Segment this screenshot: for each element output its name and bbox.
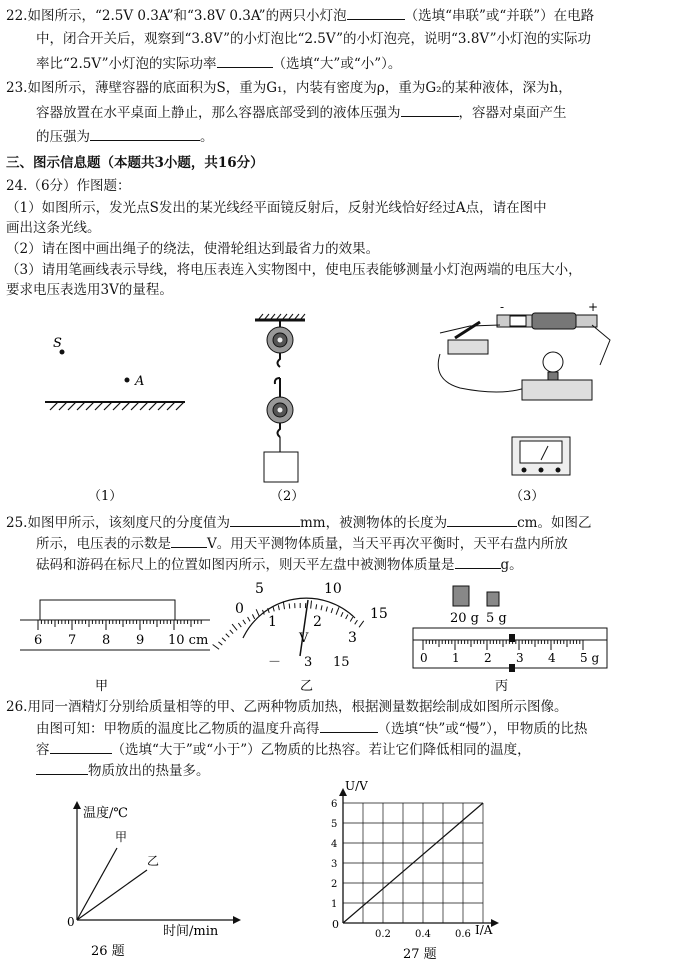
meter-tick (226, 634, 230, 638)
terminal-neg: － (268, 655, 282, 670)
line-jia (77, 848, 117, 920)
mirror-hatch (140, 402, 148, 410)
chart27-xlabel: I/A (475, 923, 493, 937)
fig-label-2: （2） (270, 489, 305, 504)
line-yi (77, 870, 147, 920)
graph26-xlabel: 时间/min (163, 924, 219, 939)
q24-figures (0, 300, 679, 510)
meter-tick (326, 607, 327, 612)
meter-tick (222, 638, 226, 641)
meter-tick (243, 620, 246, 624)
meter-pointer (300, 600, 308, 656)
chart27-caption: 27 题 (403, 947, 437, 962)
meter-tick (311, 601, 312, 609)
ruler-tick-9: 9 (136, 633, 145, 648)
meter-tick (248, 617, 250, 621)
fig-label-3: （3） (510, 489, 545, 504)
svg-text:-: - (500, 300, 505, 314)
chart27-ylabel: U/V (345, 779, 368, 793)
ruler-figure (20, 600, 210, 650)
meter-tick (283, 601, 284, 609)
caption-jia: 甲 (95, 679, 109, 693)
meter-bottom-2: 2 (313, 614, 322, 630)
y-tick-label: 2 (331, 879, 338, 890)
q26-line2: 由图可知：甲物质的温度比乙物质的温度升高得 （选填“快”或“慢”），甲物质的比热 (36, 718, 679, 739)
pulley-figure (255, 314, 305, 482)
meter-tick (213, 645, 219, 650)
q22-blank-2[interactable] (217, 53, 273, 68)
q25-line1: 25.如图甲所示，该刻度尺的分度值为 mm，被测物体的长度为 cm。如图乙 (6, 512, 679, 533)
caption-yi: 乙 (300, 679, 314, 693)
mirror-hatch (59, 402, 67, 410)
terminal-15: 15 (333, 655, 350, 670)
q25-blank-2[interactable] (447, 512, 517, 527)
q25-blank-3[interactable] (171, 533, 207, 548)
mirror-hatch (86, 402, 94, 410)
q26-blank-2[interactable] (50, 739, 112, 754)
q22-line2: 中，闭合开关后，观察到“3.8V”的小灯泡比“2.5V”的小灯泡亮，说明“3.8V”小灯泡的实际功 (36, 31, 592, 47)
meter-tick (341, 612, 343, 617)
q23-line3: 的压强为 。 (36, 126, 679, 147)
ruler-tick-8: 8 (102, 633, 111, 648)
q24-s3a: （3）请用笔画线表示导线，将电压表连入实物图中，使电压表能够测量小灯泡两端的电压大小， (6, 262, 582, 278)
mirror-hatch (95, 402, 103, 410)
meter-tick (321, 605, 322, 610)
x-tick-label: 0.4 (415, 929, 431, 940)
scale-5g: 5 g (580, 651, 600, 665)
ruler-tick-6: 6 (34, 633, 43, 648)
meter-bottom-0: 0 (235, 601, 244, 617)
x-tick-label: 0.2 (375, 929, 391, 940)
meter-tick (316, 604, 317, 609)
q25-figures (0, 578, 679, 693)
q25-line3: 砝码和游码在标尺上的位置如图丙所示，则天平左盘中被测物体质量是 g。 (36, 554, 679, 575)
scale-1: 1 (452, 651, 460, 665)
y-tick-label: 3 (331, 859, 338, 870)
fig-label-1: （1） (88, 489, 123, 504)
y-tick-label: 5 (331, 819, 338, 830)
q25-blank-1[interactable] (230, 512, 300, 527)
meter-tick (230, 630, 233, 634)
balance-figure (413, 586, 607, 672)
q24-s1a: （1）如图所示，发光点S发出的某光线经平面镜反射后，反射光线恰好经过A点，请在图中 (6, 200, 547, 216)
meter-tick (256, 609, 259, 616)
meter-tick (331, 608, 333, 613)
meter-tick (273, 607, 274, 612)
meter-bottom-3: 3 (348, 630, 357, 646)
meter-tick (355, 620, 358, 624)
q26-blank-3[interactable] (36, 760, 88, 775)
mirror-hatch (122, 402, 130, 410)
q25-blank-4[interactable] (455, 554, 501, 569)
mirror-hatch (149, 402, 157, 410)
q23-line1: 23.如图所示，薄壁容器的底面积为S，重为G₁，内装有密度为ρ，重为G₂的某种液体，深为h， (6, 80, 572, 96)
y-tick-label: 6 (331, 799, 338, 810)
circuit-figure (438, 300, 610, 475)
section-title: 三、图示信息题（本题共3小题，共16分） (6, 155, 264, 171)
meter-tick (359, 621, 364, 627)
q22-line3: 率比“2.5V”小灯泡的实际功率 （选填“大”或“小”）。 (36, 53, 679, 74)
weight-5g: 5 g (486, 611, 507, 626)
point-a-label: A (135, 374, 145, 389)
chart27-origin: 0 (332, 918, 339, 931)
q22-blank-1[interactable] (347, 5, 405, 20)
scale-3: 3 (516, 651, 524, 665)
mirror-figure (45, 336, 185, 410)
graph26-origin: 0 (67, 915, 75, 929)
point-s-label: S (53, 336, 62, 351)
meter-tick (218, 642, 222, 645)
q24-s2: （2）请在图中画出绳子的绕法，使滑轮组达到最省力的效果。 (6, 241, 380, 257)
meter-unit: V (299, 631, 309, 646)
meter-tick (346, 615, 348, 619)
svg-text:+: + (588, 300, 599, 314)
label-yi: 乙 (147, 854, 160, 868)
scale-4: 4 (548, 651, 556, 665)
scale-2: 2 (484, 651, 492, 665)
q24-s1b: 画出这条光线。 (6, 220, 101, 236)
graph26-caption: 26 题 (91, 944, 125, 959)
meter-tick (336, 607, 339, 614)
q25-line2: 所示，电压表的示数是 V。用天平测物体质量，当天平再次平衡时，天平右盘内所放 (36, 533, 679, 554)
graph-26 (55, 795, 255, 965)
mirror-hatch (104, 402, 112, 410)
terminal-3: 3 (304, 655, 313, 670)
q24-head: 24.（6分）作图题： (6, 178, 131, 194)
voltmeter-figure (213, 581, 388, 670)
meter-tick (278, 605, 279, 610)
q26-line1: 26.用同一酒精灯分别给质量相等的甲、乙两种物质加热，根据测量数据绘制成如图所示图像。 (6, 699, 568, 715)
y-tick-label: 1 (331, 899, 338, 910)
ruler-tick-10: 10 cm (168, 633, 209, 648)
ruler-tick-7: 7 (68, 633, 77, 648)
meter-tick (252, 614, 254, 618)
mirror-hatch (77, 402, 85, 410)
q26-blank-1[interactable] (320, 718, 378, 733)
mirror-hatch (50, 402, 58, 410)
q26-line4: 物质放出的热量多。 (36, 760, 679, 781)
weight-20g: 20 g (450, 611, 479, 626)
mirror-hatch (176, 402, 184, 410)
mirror-hatch (113, 402, 121, 410)
graph26-ylabel: 温度/℃ (83, 806, 128, 821)
meter-top-5: 5 (255, 581, 264, 597)
meter-tick (238, 623, 241, 627)
q24-s3b: 要求电压表选用3V的量程。 (6, 282, 173, 298)
q23-blank-1[interactable] (401, 102, 459, 117)
chart-27 (315, 776, 515, 966)
meter-tick (232, 624, 237, 630)
x-tick-label: 0.6 (455, 929, 471, 940)
mirror-hatch (158, 402, 166, 410)
meter-tick (289, 604, 290, 609)
y-tick-label: 4 (331, 839, 338, 850)
mirror-hatch (167, 402, 175, 410)
scale-0: 0 (420, 651, 428, 665)
mirror-hatch (68, 402, 76, 410)
meter-top-10: 10 (324, 581, 342, 597)
meter-bottom-1: 1 (268, 614, 277, 630)
caption-bing: 丙 (495, 679, 509, 693)
meter-tick (350, 617, 353, 621)
label-jia: 甲 (115, 830, 128, 844)
mirror-hatch (131, 402, 139, 410)
q23-line2: 容器放置在水平桌面上静止，那么容器底部受到的液体压强为 ，容器对桌面产生 (36, 102, 679, 123)
q26-line3: 容 （选填“大于”或“小于”）乙物质的比热容。若让它们降低相同的温度， (36, 739, 679, 760)
q23-blank-2[interactable] (90, 126, 200, 141)
q22-line1: 22.如图所示，“2.5V 0.3A”和“3.8V 0.3A”的两只小灯泡 （选填“串联”或“并联”）在电路 (6, 5, 679, 26)
meter-top-15: 15 (370, 606, 388, 622)
